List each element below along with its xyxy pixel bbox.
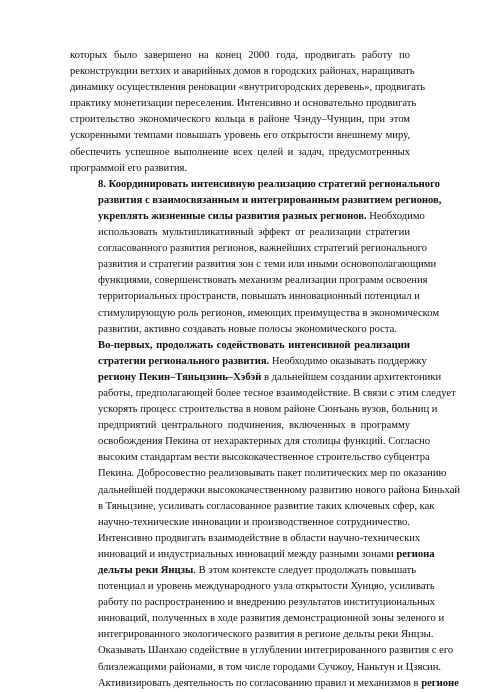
bold-text-run: укреплять жизненные силы развития разных регионов.	[98, 210, 367, 222]
text-line	[70, 402, 438, 418]
text-line	[70, 64, 415, 80]
text-line	[70, 418, 410, 434]
text-line	[70, 515, 410, 531]
text-line	[70, 627, 434, 643]
text-line	[70, 209, 425, 225]
text-line	[70, 611, 445, 627]
text-run: научно-технические инновации и производственное сотрудничество.	[98, 516, 410, 528]
text-line	[70, 322, 410, 338]
text-run: которых было завершено на конец 2000 года, продвигать работу по	[70, 50, 410, 61]
text-line	[70, 466, 447, 482]
text-run: близлежащими районами, в том числе городами Сучжоу, Наньтун и Цзясин.	[98, 661, 442, 673]
text-line	[70, 96, 417, 112]
paragraph	[70, 177, 442, 338]
text-line	[70, 595, 436, 611]
text-run: развитии, активно создавать новые полосы экономического роста.	[98, 323, 397, 335]
text-run: использовать мультипликативный эффект от реализации стратегии	[98, 227, 410, 239]
text-line	[70, 273, 428, 289]
text-run: инноваций и индустриальных инноваций между разными зонами	[98, 548, 397, 560]
text-line	[70, 563, 417, 579]
text-run: освобождения Пекина от нехарактерных для столицы функций. Согласно	[98, 436, 431, 448]
text-line	[70, 450, 430, 466]
paragraph	[70, 338, 461, 692]
text-run: дальнейшей поддержки высококачественному развитию нового района Биньхай	[98, 484, 461, 496]
text-run: ускорять процесс строительства в новом районе Сюнъань вузов, больниц и	[98, 404, 438, 416]
text-run: Интенсивно продвигать взаимодействие в области научно-технических	[98, 532, 421, 544]
text-run: высоким стандартам вести высококачественное строительство субцентра	[98, 452, 430, 464]
bold-text-run: дельты реки Янцзы	[98, 565, 194, 576]
bold-text-run: региону Пекин–Тяньцзинь–Хэбэй	[98, 371, 262, 383]
text-line	[70, 257, 437, 273]
text-line	[70, 547, 435, 563]
bold-text-run: развития с взаимосвязанным и интегрированным развитием регионов,	[98, 194, 442, 206]
text-run: согласованного развития регионов, важнейших стратегий регионального	[98, 243, 428, 255]
text-line	[70, 193, 442, 209]
text-line	[70, 676, 459, 692]
text-line	[70, 161, 410, 177]
text-run: потенциал и уровень международного узла открытости Хунцяо, усиливать	[98, 581, 435, 593]
text-run: работы, предполагающей более тесное взаимодействие. В связи с этим следует	[98, 387, 456, 399]
text-run: строительство экономического кольца в районе Чэнду–Чунцин, при этом	[70, 114, 410, 126]
text-run: в Тяньцзине, усиливать согласованное развитие таких ключевых сфер, как	[98, 500, 435, 512]
text-line	[70, 48, 410, 64]
text-line	[70, 289, 420, 305]
text-run: предприятий центрального подчинения, включенных в программу	[98, 420, 410, 432]
text-line	[70, 112, 410, 128]
text-run: стимулирующую роль регионов, имеющих преимущества в экономическом	[98, 307, 440, 319]
text-run: в дальнейшем создании архитектоники	[261, 371, 442, 383]
text-run: развития и стратегии развития зон с теми или иными основополагающими	[98, 259, 437, 271]
text-run: работу по распространению и внедрению результатов институциональных	[98, 597, 436, 609]
text-run: интегрированного экологического развития в регионе дельты реки Янцзы.	[98, 629, 434, 641]
text-line	[70, 643, 454, 659]
text-line	[70, 128, 410, 144]
text-line	[70, 241, 428, 257]
text-line	[70, 354, 427, 370]
text-run: Оказывать Шанхаю содействие в углублении интегрированного развития с его	[98, 645, 454, 657]
bold-text-run: Во-первых, продолжать содействовать интенсивной реализации	[98, 339, 410, 351]
bold-text-run: 8. Координировать интенсивную реализацию стратегий регионального	[98, 178, 440, 190]
text-run: территориальных пространств, повышать инновационный потенциал и	[98, 291, 420, 303]
text-line	[70, 660, 442, 676]
text-run: ускоренными темпами повышать уровень его открытости внешнему миру,	[70, 130, 410, 142]
bold-text-run: регионе	[421, 677, 459, 689]
text-line	[70, 483, 461, 499]
text-line	[70, 80, 426, 96]
text-line	[70, 370, 442, 386]
text-line	[70, 499, 435, 515]
text-line	[70, 434, 431, 450]
text-run: Активизировать деятельность по согласованию правил и механизмов в	[98, 677, 422, 689]
bold-text-run: стратегии регионального развития.	[98, 355, 270, 367]
text-run: реконструкции ветхих и аварийных домов в городских районах, наращивать	[70, 66, 415, 78]
bold-text-run: региона	[396, 548, 435, 560]
text-run: инноваций, полученных в ходе развития демонстрационной зоны зеленого и	[98, 613, 445, 625]
text-line	[70, 306, 440, 322]
text-run: функциями, совершенствовать механизм реализации программ освоения	[98, 275, 428, 287]
text-line	[70, 225, 410, 241]
text-run: динамику осуществления реновации «внутригородских деревень», продвигать	[70, 82, 426, 94]
text-line	[70, 579, 435, 595]
text-run: . В этом контексте следует продолжать повышать	[193, 565, 417, 576]
text-run: программой его развития.	[70, 162, 188, 174]
text-line	[70, 531, 421, 547]
text-run: практику монетизации переселения. Интенсивно и основательно продвигать	[70, 98, 417, 110]
text-run: Пекина. Добросовестно реализовывать пакет политических мер по оказанию	[98, 468, 447, 480]
paragraph	[70, 48, 426, 177]
text-run: Необходимо	[366, 210, 425, 222]
text-line	[70, 145, 410, 161]
text-run: обеспечить успешное выполнение всех целей и задач, предусмотренных	[70, 146, 410, 158]
text-line	[70, 338, 410, 354]
text-line	[70, 386, 456, 402]
text-run: Необходимо оказывать поддержку	[269, 355, 427, 367]
text-line	[70, 177, 440, 193]
